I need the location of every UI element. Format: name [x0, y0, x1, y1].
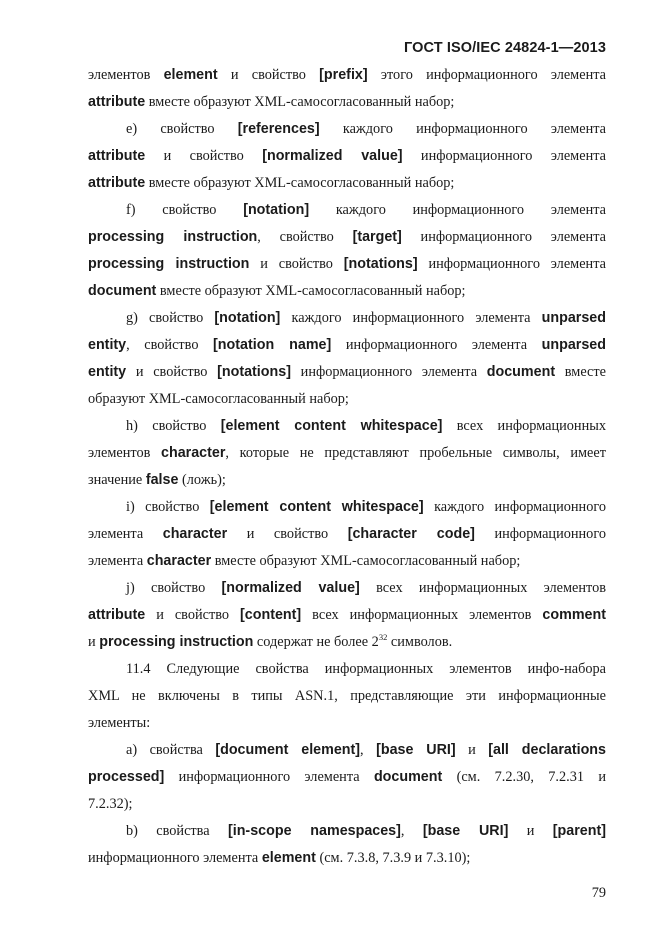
text-run: вместе образуют XML-самосогласованный набор; — [145, 94, 455, 110]
text-run: и свойство — [217, 67, 320, 83]
property-term: attribute — [88, 607, 146, 623]
text-run: элемента — [88, 526, 163, 542]
text-line — [88, 332, 606, 359]
property-term: [content] — [240, 607, 302, 623]
para-item-f — [88, 197, 606, 305]
text-run: каждого информационного элемента — [280, 310, 542, 326]
text-line — [88, 629, 606, 656]
text-line — [88, 143, 606, 170]
text-run: (ложь); — [178, 472, 226, 488]
text-run: a) свойства — [126, 742, 216, 758]
text-run: образуют XML-самосогласованный набор; — [88, 391, 349, 407]
text-run: вместе образуют XML-самосогласованный набор; — [145, 175, 455, 191]
property-term: [document element] — [215, 742, 361, 758]
text-line — [88, 386, 606, 413]
text-run: информационного — [474, 526, 606, 542]
property-term: unparsed — [541, 337, 606, 353]
text-run: всех информационных элементов — [359, 580, 607, 596]
property-term: [references] — [237, 121, 320, 137]
property-term: [notation] — [243, 202, 310, 218]
property-term: document — [486, 364, 556, 380]
property-term: [base URI] — [376, 742, 456, 758]
property-term: element — [261, 850, 316, 866]
property-term: element — [163, 67, 218, 83]
text-line — [88, 413, 606, 440]
text-run: каждого информационного элемента — [319, 121, 606, 137]
para-item-b — [88, 818, 606, 872]
text-run: f) свойство — [126, 202, 244, 218]
property-term: processing instruction — [88, 229, 258, 245]
text-run: каждого информационного элемента — [309, 202, 606, 218]
property-term: attribute — [88, 175, 146, 191]
text-line — [88, 764, 606, 791]
page-body — [88, 62, 606, 872]
text-line — [88, 791, 606, 818]
para-item-a — [88, 737, 606, 818]
property-term: attribute — [88, 148, 146, 164]
text-run: значение — [88, 472, 146, 488]
text-run: всех информационных элементов — [301, 607, 543, 623]
property-term: [prefix] — [319, 67, 368, 83]
text-run: и — [88, 634, 100, 650]
property-term: [notations] — [217, 364, 291, 380]
text-run: , свойство — [126, 337, 214, 353]
text-line — [88, 359, 606, 386]
text-line — [88, 521, 606, 548]
text-line — [88, 548, 606, 575]
text-run: и свойство — [126, 364, 218, 380]
text-line — [88, 305, 606, 332]
text-run: и свойство — [249, 256, 344, 272]
text-run: b) свойства — [126, 823, 228, 839]
para-clause-11-4 — [88, 656, 606, 737]
para-item-i — [88, 494, 606, 575]
property-term: character — [161, 445, 226, 461]
property-term: [all declarations — [488, 742, 606, 758]
property-term: processed] — [88, 769, 165, 785]
text-line — [88, 89, 606, 116]
text-line — [88, 62, 606, 89]
text-run: элемента — [88, 553, 147, 569]
property-term: [element content whitespace] — [209, 499, 424, 515]
property-term: [in-scope namespaces] — [227, 823, 401, 839]
property-term: [notation] — [214, 310, 281, 326]
property-term: comment — [542, 607, 606, 623]
text-run: информационного элемента — [402, 148, 606, 164]
text-run: e) свойство — [126, 121, 238, 137]
text-run: этого информационного элемента — [367, 67, 606, 83]
text-run: и — [455, 742, 489, 758]
text-run: вместе образуют XML-самосогласованный набор; — [156, 283, 466, 299]
text-run: (см. 7.3.8, 7.3.9 и 7.3.10); — [315, 850, 471, 866]
text-line — [88, 845, 606, 872]
text-run: , — [360, 742, 377, 758]
text-run: 7.2.32); — [88, 796, 133, 812]
text-run: символов. — [387, 634, 453, 650]
text-run: информационного элемента — [331, 337, 542, 353]
property-term: processing instruction — [99, 634, 254, 650]
text-line — [88, 737, 606, 764]
text-run: и свойство — [145, 148, 263, 164]
text-line — [88, 710, 606, 737]
text-run: каждого информационного — [423, 499, 607, 515]
text-line — [88, 116, 606, 143]
standard-header: ГОСТ ISO/IEC 24824-1—2013 — [404, 40, 606, 56]
exponent: 32 — [378, 632, 388, 642]
text-run: 11.4 Следующие свойства информационных элементов инфо-набора — [126, 661, 606, 677]
text-line — [88, 656, 606, 683]
text-run: (см. 7.2.30, 7.2.31 и — [442, 769, 606, 785]
text-run: вместе образуют XML-самосогласованный набор; — [211, 553, 521, 569]
text-run: информационного элемента — [88, 850, 262, 866]
page-number: 79 — [591, 885, 606, 901]
text-line — [88, 467, 606, 494]
text-run: элементов — [88, 445, 162, 461]
text-run: элементы: — [88, 715, 151, 731]
text-line — [88, 575, 606, 602]
text-run: и — [508, 823, 553, 839]
text-line — [88, 224, 606, 251]
text-run: XML не включены в типы ASN.1, представляющие эти информационные — [88, 688, 606, 704]
text-line — [88, 278, 606, 305]
text-line — [88, 251, 606, 278]
text-run: g) свойство — [126, 310, 215, 326]
property-term: false — [145, 472, 179, 488]
text-run: , свойство — [257, 229, 353, 245]
text-run: элементов — [88, 67, 164, 83]
text-run: и свойство — [145, 607, 241, 623]
property-term: [normalized value] — [221, 580, 360, 596]
text-run: i) свойство — [126, 499, 210, 515]
text-run: j) свойство — [126, 580, 222, 596]
text-line — [88, 683, 606, 710]
property-term: [element content whitespace] — [220, 418, 443, 434]
para-item-h — [88, 413, 606, 494]
property-term: [character code] — [347, 526, 475, 542]
property-term: [target] — [352, 229, 402, 245]
property-term: [parent] — [552, 823, 606, 839]
text-run: , которые не представляют пробельные символы, имеет — [225, 445, 606, 461]
property-term: character — [146, 553, 212, 569]
text-line — [88, 197, 606, 224]
para-continuation — [88, 62, 606, 116]
text-run: содержат не более 2 — [253, 634, 379, 650]
property-term: document — [373, 769, 443, 785]
text-line — [88, 170, 606, 197]
property-term: entity — [88, 364, 127, 380]
text-line — [88, 602, 606, 629]
text-run: информационного элемента — [417, 256, 606, 272]
property-term: attribute — [88, 94, 146, 110]
property-term: character — [162, 526, 228, 542]
text-run: вместе — [555, 364, 606, 380]
property-term: entity — [88, 337, 127, 353]
text-run: всех информационных — [442, 418, 606, 434]
property-term: [base URI] — [422, 823, 509, 839]
property-term: unparsed — [541, 310, 606, 326]
property-term: [notations] — [343, 256, 418, 272]
para-item-j — [88, 575, 606, 656]
text-line — [88, 494, 606, 521]
text-line — [88, 440, 606, 467]
text-run: информационного элемента — [401, 229, 606, 245]
property-term: [notation name] — [213, 337, 332, 353]
text-line — [88, 818, 606, 845]
property-term: document — [88, 283, 157, 299]
text-run: информационного элемента — [290, 364, 487, 380]
para-item-e — [88, 116, 606, 197]
text-run: информационного элемента — [164, 769, 374, 785]
text-run: и свойство — [227, 526, 348, 542]
property-term: processing instruction — [88, 256, 250, 272]
text-run: h) свойство — [126, 418, 221, 434]
property-term: [normalized value] — [262, 148, 403, 164]
text-run: , — [400, 823, 423, 839]
para-item-g — [88, 305, 606, 413]
